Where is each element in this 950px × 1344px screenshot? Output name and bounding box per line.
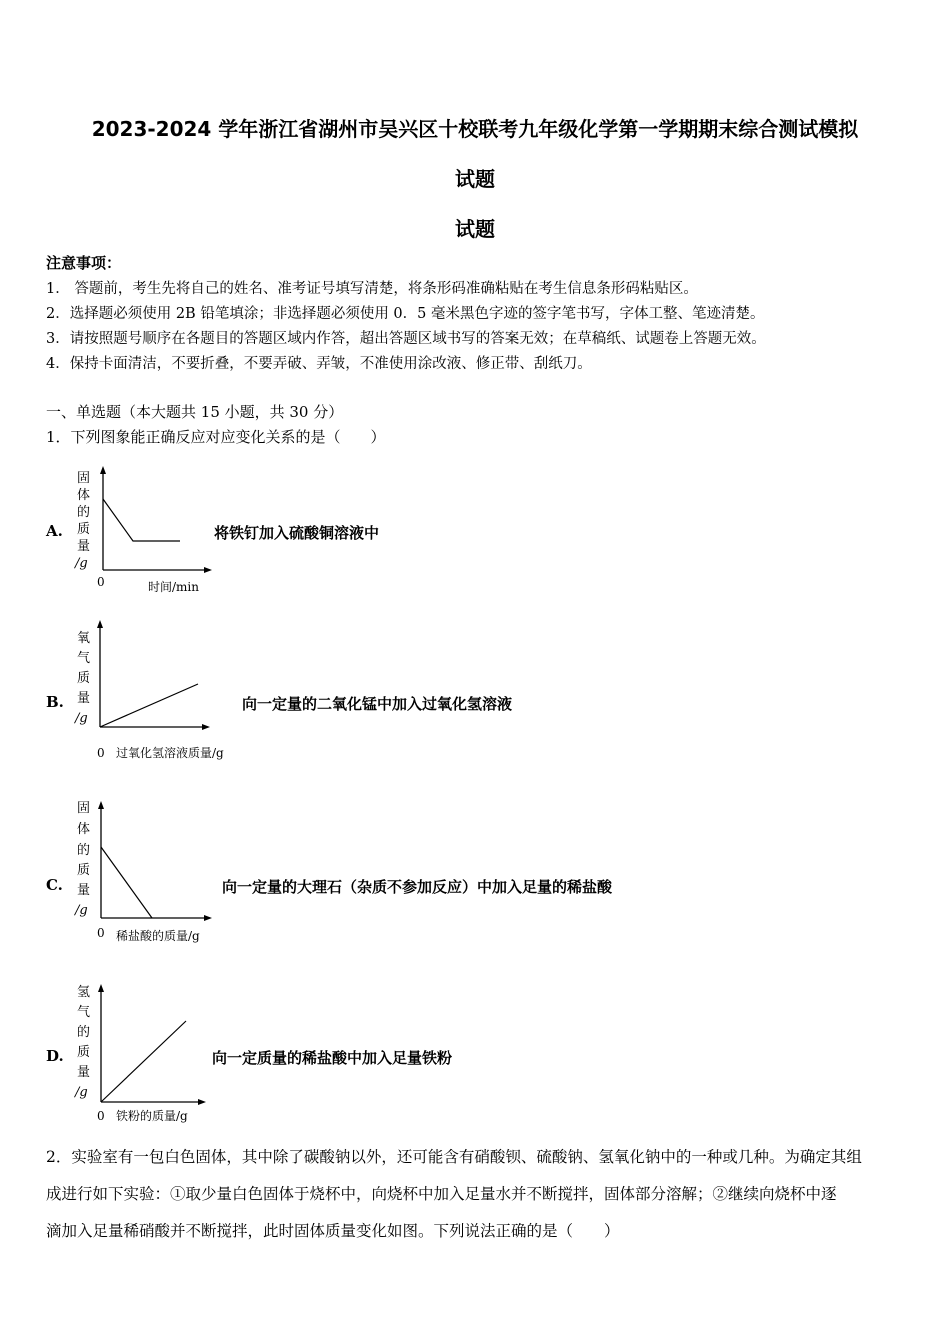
graph-d-ylabel-1: 氢 — [77, 985, 91, 1000]
graph-b-ylabel-1: 氧 — [77, 631, 91, 646]
option-b-text: 向一定量的二氧化锰中加入过氧化氢溶液 — [242, 695, 513, 713]
graph-d-ylabel-4: 质 — [77, 1045, 91, 1060]
graph-d-xlabel: 铁粉的质量/g — [116, 1109, 188, 1123]
graph-b — [70, 614, 250, 764]
graph-c-curve — [101, 847, 152, 918]
page-subtitle: 试题 — [455, 217, 495, 241]
graph-a-ylabel-1: 固 — [77, 471, 91, 486]
graph-b-y-arrow — [97, 620, 103, 628]
note-item-4: 4．保持卡面清洁，不要折叠，不要弄破、弄皱，不准使用涂改液、修正带、刮纸刀。 — [46, 356, 592, 372]
graph-d-ylabel-5: 量 — [77, 1065, 91, 1080]
note-item-3: 3．请按照题号顺序在各题目的答题区域内作答，超出答题区域书写的答案无效；在草稿纸、试题卷上答题无效。 — [46, 331, 766, 347]
graph-d-y-arrow — [98, 984, 104, 992]
option-a-letter: A. — [46, 522, 63, 540]
graph-b-origin: 0 — [97, 746, 105, 760]
question-2-line-1: 2．实验室有一包白色固体，其中除了碳酸钠以外，还可能含有硝酸钡、硫酸钠、氢氧化钠中的一种或几种。为确定其组 — [46, 1148, 862, 1166]
notes-heading: 注意事项： — [46, 254, 122, 272]
option-c-letter: C. — [46, 876, 63, 894]
graph-c-ylabel-6: /g — [75, 903, 88, 918]
page-title: 2023-2024 学年浙江省湖州市吴兴区十校联考九年级化学第一学期期末综合测试模拟 — [91, 117, 859, 141]
graph-b-ylabel-4: 量 — [77, 691, 91, 706]
graph-d-ylabel-2: 气 — [77, 1005, 91, 1020]
graph-c-x-arrow — [204, 915, 212, 921]
question-2-line-3: 滴加入足量稀硝酸并不断搅拌，此时固体质量变化如图。下列说法正确的是（ ） — [46, 1222, 620, 1240]
graph-a-x-arrow — [204, 567, 212, 573]
graph-c-y-arrow — [98, 801, 104, 809]
graph-a-ylabel-3: 的 — [77, 505, 91, 520]
option-d-letter: D. — [46, 1047, 64, 1065]
page-title-continued: 试题 — [455, 167, 495, 191]
graph-c-ylabel-1: 固 — [77, 801, 91, 816]
graph-b-x-arrow — [202, 724, 210, 730]
graph-d-curve — [101, 1021, 186, 1102]
graph-d-origin: 0 — [97, 1109, 105, 1123]
note-item-1: 1． 答题前，考生先将自己的姓名、准考证号填写清楚，将条形码准确粘贴在考生信息条形码粘贴区。 — [46, 281, 698, 297]
option-c-text: 向一定量的大理石（杂质不参加反应）中加入足量的稀盐酸 — [222, 878, 613, 896]
graph-b-curve — [100, 684, 198, 727]
graph-b-ylabel-3: 质 — [77, 671, 91, 686]
graph-c-xlabel: 稀盐酸的质量/g — [116, 929, 200, 943]
graph-c — [70, 795, 240, 945]
graph-a-origin: 0 — [97, 575, 105, 589]
graph-b-ylabel-5: /g — [75, 711, 88, 726]
graph-d-ylabel-3: 的 — [77, 1025, 91, 1040]
graph-c-ylabel-5: 量 — [77, 883, 91, 898]
graph-c-ylabel-2: 体 — [77, 822, 91, 837]
graph-c-ylabel-3: 的 — [77, 843, 91, 858]
graph-b-ylabel-2: 气 — [77, 651, 91, 666]
graph-d-ylabel-6: /g — [75, 1085, 88, 1100]
note-item-2: 2．选择题必须使用 2B 铅笔填涂；非选择题必须使用 0．5 毫米黑色字迹的签字笔书写，字体工整、笔迹清楚。 — [46, 306, 765, 322]
graph-b-xlabel: 过氧化氢溶液质量/g — [116, 746, 224, 760]
graph-a-ylabel-5: 量 — [77, 539, 91, 554]
option-b-letter: B. — [46, 693, 64, 711]
option-a-text: 将铁钉加入硫酸铜溶液中 — [214, 524, 380, 542]
graph-a-ylabel-6: /g — [75, 556, 88, 571]
graph-d-x-arrow — [198, 1099, 206, 1105]
question-2-line-2: 成进行如下实验：①取少量白色固体于烧杯中，向烧杯中加入足量水并不断搅拌，固体部分溶解；②继续向烧杯中逐 — [46, 1185, 837, 1203]
graph-c-origin: 0 — [97, 926, 105, 940]
graph-a-ylabel-4: 质 — [77, 522, 91, 537]
question-1-stem: 1．下列图象能正确反应对应变化关系的是（ ） — [46, 428, 386, 446]
graph-a-ylabel-2: 体 — [77, 488, 91, 503]
graph-a-y-arrow — [100, 466, 106, 474]
option-d-text: 向一定质量的稀盐酸中加入足量铁粉 — [212, 1049, 453, 1067]
section-heading: 一、单选题（本大题共 15 小题，共 30 分） — [46, 403, 344, 421]
graph-c-ylabel-4: 质 — [77, 863, 91, 878]
graph-a — [70, 462, 230, 602]
graph-a-xlabel: 时间/min — [148, 580, 199, 594]
graph-a-curve — [103, 499, 180, 541]
